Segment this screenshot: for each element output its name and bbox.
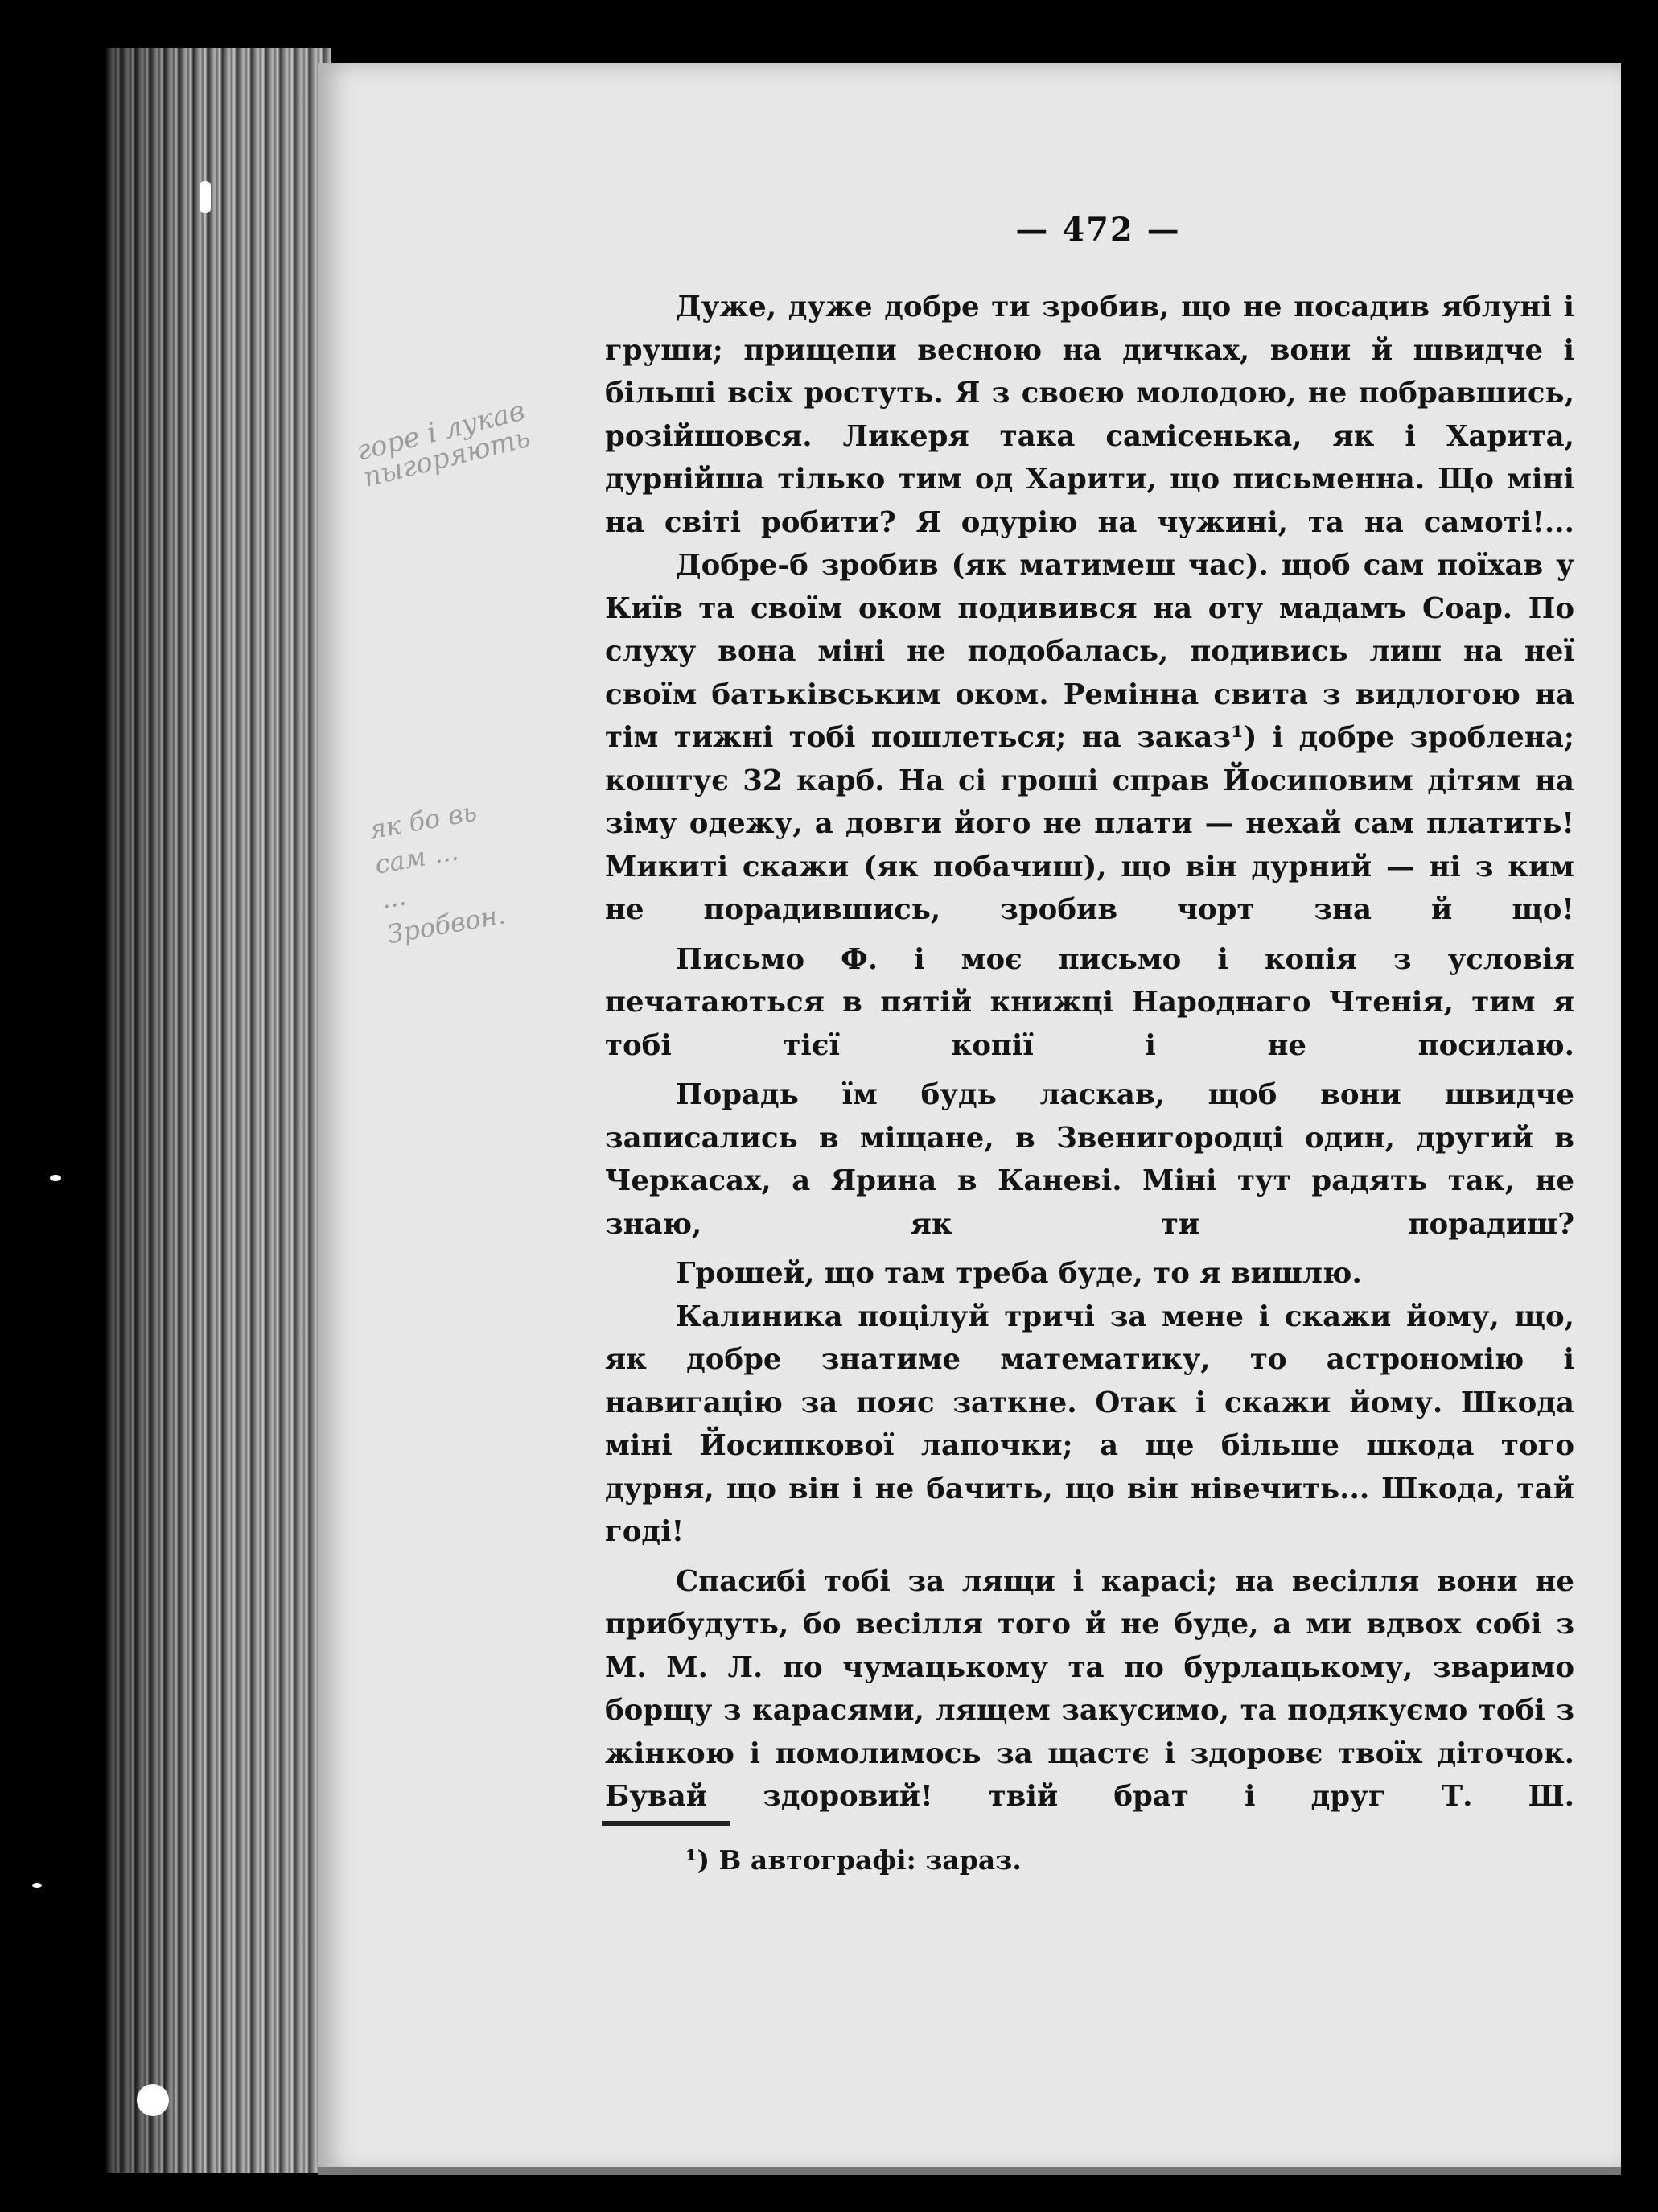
handwritten-margin-note-top: горе і лукав пыгоряють bbox=[353, 394, 534, 494]
scan-speck bbox=[137, 2084, 169, 2116]
paragraph-6: Калиника поцілуй тричі за мене і скажи йому, що, як добре знатиме математику, то астрономію і навигацію за пояс заткне. Отак і скажи йому. Шкода міні Йосипкової лапочки; а ще більше шкода того дурня, що він і не бачить, що він нівечить... Шкода, тай годі! bbox=[605, 1300, 1574, 1548]
paragraph-1: Дуже, дуже добре ти зробив, що не посадив яблуні і груши; прищепи весною на дичках, вони й швидче і більші всіх ростуть. Я з своєю молодою, не побравшись, розійшовся. Ликеря така самісенька, як і Харита, дурнійша тілько тим од Харити, що письменна. Що міні на світі робити? Я одурію на чужині, та на самоті!... bbox=[605, 290, 1574, 539]
handwritten-margin-note-middle: як бо вь сам ... ... Зробвон. bbox=[366, 796, 508, 950]
paragraph-3: Письмо Ф. і моє письмо і копія з условія печатаються в пятій книжці Народнаго Чтенія, тим я тобі тієї копії і не посилаю. bbox=[605, 942, 1574, 1062]
scan-speck bbox=[200, 181, 211, 213]
footnote: ¹) В автографі: зараз. bbox=[685, 1844, 1022, 1876]
paragraph-2: Добре-б зробив (як матимеш час). щоб сам поїхав у Київ та своїм оком подивився на оту мадамъ Соар. По слуху вона міні не подобалась, подивись лиш на неї своїм батьківським оком. Ремінна свита з видлогою на тім тижні тобі пошлеться; на заказ¹) і добре зроблена; коштує 32 карб. На сі гроші справ Йосиповим дітям на зіму одежу, а довги його не плати — нехай сам платить! Микиті скажи (як побачиш), що він дурний — ні з ким не порадившись, зробив чорт зна й що! bbox=[605, 549, 1574, 926]
page-number: — 472 — bbox=[1015, 211, 1181, 249]
footnote-divider bbox=[602, 1821, 730, 1826]
scan-speck bbox=[50, 1175, 61, 1181]
paragraph-7: Спасибі тобі за лящи і карасі; на весілля вони не прибудуть, бо весілля того й не буде, а ми вдвох собі з М. М. Л. по чумацькому та по бурлацькому, зваримо борщу з карасями, лящем закусимо, та подякуємо тобі з жінкою і помолимось за щастє і здоровє твоїх діточок. Бувай здоровий! твій брат і друг Т. Ш. bbox=[605, 1564, 1574, 1813]
scan-speck bbox=[32, 1883, 42, 1888]
letter-body bbox=[605, 286, 1574, 1819]
book-page-edges bbox=[106, 48, 331, 2173]
paragraph-4: Порадь їм будь ласкав, щоб вони швидче записались в міщане, в Звенигородці один, другий в Черкасах, а Ярина в Каневі. Міні тут радять так, не знаю, як ти порадиш? bbox=[605, 1078, 1574, 1241]
paragraph-5: Грошей, що там треба буде, то я вишлю. bbox=[676, 1257, 1362, 1290]
